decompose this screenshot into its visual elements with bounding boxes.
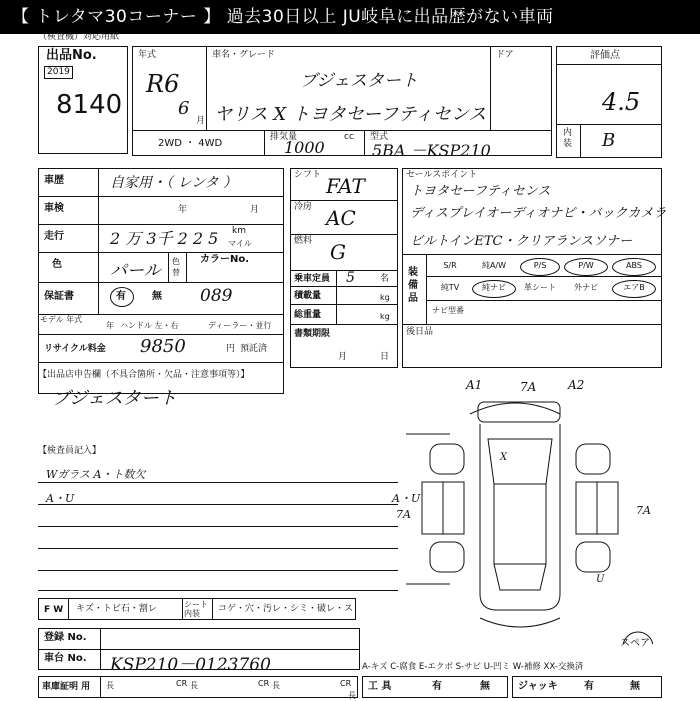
interior-value: B: [602, 130, 616, 151]
inspector-label: 【検査員記入】: [38, 446, 102, 456]
inspection-month-unit: 月: [250, 205, 260, 215]
equip-ext-navi: 外ナビ: [574, 283, 598, 292]
cert-item-2: CR: [176, 679, 188, 688]
car-name: ヤリス X トヨタセーフティセンス: [214, 104, 487, 125]
tools-no: 無: [480, 681, 490, 692]
recycle-unit: 円: [226, 344, 236, 354]
diagram-front-bumper: [470, 403, 560, 414]
fw-label: F W: [44, 605, 64, 615]
fuel-value: G: [330, 240, 346, 264]
inspector-line-2: A・U: [46, 492, 75, 505]
equipment-label: 装備品: [408, 267, 418, 304]
certificate-label: 車庫証明 用: [42, 682, 91, 692]
car-grade-note: ブジェスタート: [300, 71, 418, 91]
seller-notes-label: 【出品店申告欄（不具合箇所・欠品・注意事項等）】: [38, 370, 250, 380]
detail-box: [38, 168, 284, 394]
displacement-label: 排気量: [270, 132, 298, 142]
model-type-month: 年: [106, 321, 114, 330]
jack-yes: 有: [584, 681, 594, 692]
model-type-label: モデル 年式: [40, 315, 83, 324]
equip-airbag: エアB: [623, 283, 645, 292]
score-value: 4.5: [602, 88, 641, 116]
year-month-unit: 月: [196, 116, 206, 126]
seller-notes-value: ブジェスタート: [52, 388, 177, 409]
cert-item-3: 長: [190, 681, 198, 690]
warranty-label: 保証書: [44, 291, 74, 302]
interior-label: 内装: [563, 128, 573, 149]
mileage-label: 走行: [44, 231, 64, 242]
lot-label: 出品No.: [46, 48, 97, 63]
diagram-rear-left-wheel: [430, 542, 464, 572]
history-label: 車歴: [44, 175, 64, 186]
year-era: R6: [146, 70, 180, 98]
color-change-label: 色替: [172, 257, 180, 277]
door-label: ドア: [496, 50, 514, 60]
mark-front-right: A2: [568, 378, 585, 392]
model-label: 型式: [370, 132, 389, 142]
equip-navi: 純ナビ: [482, 283, 506, 292]
equip-alloy: 純A/W: [481, 261, 507, 270]
fw-items: キズ・トビ石・割レ: [76, 604, 157, 614]
capacity-label: 乗車定員: [294, 274, 331, 284]
cert-item-4: CR: [258, 679, 270, 688]
expiry-day: 日: [380, 352, 390, 362]
damage-diagram: [400, 374, 700, 644]
weight-unit: kg: [380, 312, 390, 321]
mark-front-left: A1: [466, 378, 483, 392]
equip-sr: S/R: [443, 261, 457, 270]
mark-center: X: [500, 452, 508, 463]
arrival-label: 後日品: [406, 327, 434, 337]
diagram-body: [480, 424, 560, 610]
mark-left-2: 7A: [396, 508, 411, 521]
recycle-label: リサイクル料金: [44, 344, 106, 354]
load-label: 積載量: [294, 291, 322, 301]
inspection-year-unit: 年: [178, 205, 188, 215]
jack-no: 無: [630, 681, 640, 692]
sales-line-3: ビルトインETC・クリアランスソナー: [410, 234, 633, 249]
mark-front-mid: 7A: [520, 380, 537, 394]
seat-items: コゲ・穴・汚レ・シミ・破レ・ス: [218, 604, 354, 614]
sales-line-1: トヨタセーフティセンス: [410, 184, 551, 199]
equip-pw: P/W: [578, 261, 594, 270]
expiry-month: 月: [338, 352, 348, 362]
sheet-subtitle: （検査機）対応用紙: [38, 32, 120, 42]
chassis-value: KSP210－0123760: [110, 655, 271, 675]
seat-label: シート内装: [184, 600, 208, 618]
mark-right: 7A: [636, 504, 651, 517]
color-value: パール: [110, 261, 161, 281]
lot-number: 8140: [56, 90, 123, 120]
inspection-label: 車検: [44, 203, 64, 214]
handle-options: ハンドル 左・右: [120, 321, 179, 330]
cert-item-6: CR: [340, 679, 352, 688]
color-no-label: カラーNo.: [200, 254, 250, 265]
mark-left-1: A・U: [392, 492, 421, 505]
chassis-label: 車台 No.: [44, 653, 87, 664]
recycle-value: 9850: [140, 336, 186, 357]
auction-sheet: [0, 34, 700, 700]
load-unit: kg: [380, 293, 390, 302]
recycle-note: 預託済: [240, 344, 268, 354]
year-month: 6: [178, 98, 190, 119]
tools-yes: 有: [432, 681, 442, 692]
mark-bottom: U: [596, 574, 605, 585]
sales-points-label: セールスポイント: [406, 170, 478, 180]
expiry-label: 書類期限: [294, 329, 331, 339]
warranty-yes: 有: [116, 291, 126, 302]
lot-year-stamp: 2019: [44, 66, 73, 79]
weight-label: 総重量: [294, 310, 322, 320]
displacement-value: 1000: [284, 138, 325, 157]
diagram-rear-right-wheel: [576, 542, 610, 572]
cert-item-1: 長: [106, 681, 114, 690]
score-label: 評価点: [590, 50, 620, 61]
sales-line-2: ディスプレイオーディオナビ・バックカメラ: [410, 206, 667, 221]
color-label: 色: [52, 259, 62, 270]
drive-label: 2WD ・ 4WD: [158, 138, 223, 149]
damage-legend: A-キズ C-腐食 E-エクボ S-サビ U-凹ミ W-補修 XX-交換済: [362, 662, 584, 672]
mileage-value: 2 万 3千 2 2 5: [110, 229, 219, 248]
equip-tv: 純TV: [440, 283, 460, 292]
shift-value: FAT: [326, 174, 365, 198]
cert-item-5: 長: [272, 681, 280, 690]
tools-label: 工 具: [368, 681, 392, 692]
registration-label: 登録 No.: [44, 632, 87, 643]
year-label: 年式: [138, 50, 157, 60]
banner: 【 トレタマ30コーナー 】 過去30日以上 JU岐阜に出品歴がない車両: [0, 0, 700, 34]
capacity-value: 5: [346, 270, 355, 286]
inspector-line-1: Wガラス A・ト数欠: [46, 468, 146, 481]
warranty-no: 無: [152, 291, 162, 302]
cert-item-7: 長: [348, 691, 356, 700]
mileage-unit-km: km: [232, 226, 246, 236]
diagram-front-left-wheel: [430, 444, 464, 474]
fuel-label: 燃料: [294, 236, 313, 246]
history-options: 自家用・（ レンタ ）: [110, 175, 237, 191]
aircon-value: AC: [326, 206, 356, 230]
car-label: 車名・グレード: [212, 50, 276, 60]
diagram-front-right-wheel: [576, 444, 610, 474]
aircon-label: 冷房: [294, 202, 313, 212]
jack-label: ジャッキ: [518, 681, 558, 692]
capacity-unit: 名: [380, 274, 390, 284]
dealer-options: ディーラー・並行: [208, 321, 272, 330]
mileage-unit-mile: マイル: [228, 239, 252, 248]
equip-ps: P/S: [533, 261, 547, 270]
equip-abs: ABS: [626, 261, 642, 270]
shift-label: シフト: [294, 170, 322, 180]
color-no-value: 089: [200, 286, 233, 306]
navi-model-label: ナビ型番: [432, 306, 464, 315]
equip-leather: 革シート: [524, 283, 556, 292]
spare-label: スペア: [620, 638, 650, 649]
model-value: 5BA －KSP210: [372, 141, 491, 160]
displacement-unit: cc: [344, 132, 354, 142]
